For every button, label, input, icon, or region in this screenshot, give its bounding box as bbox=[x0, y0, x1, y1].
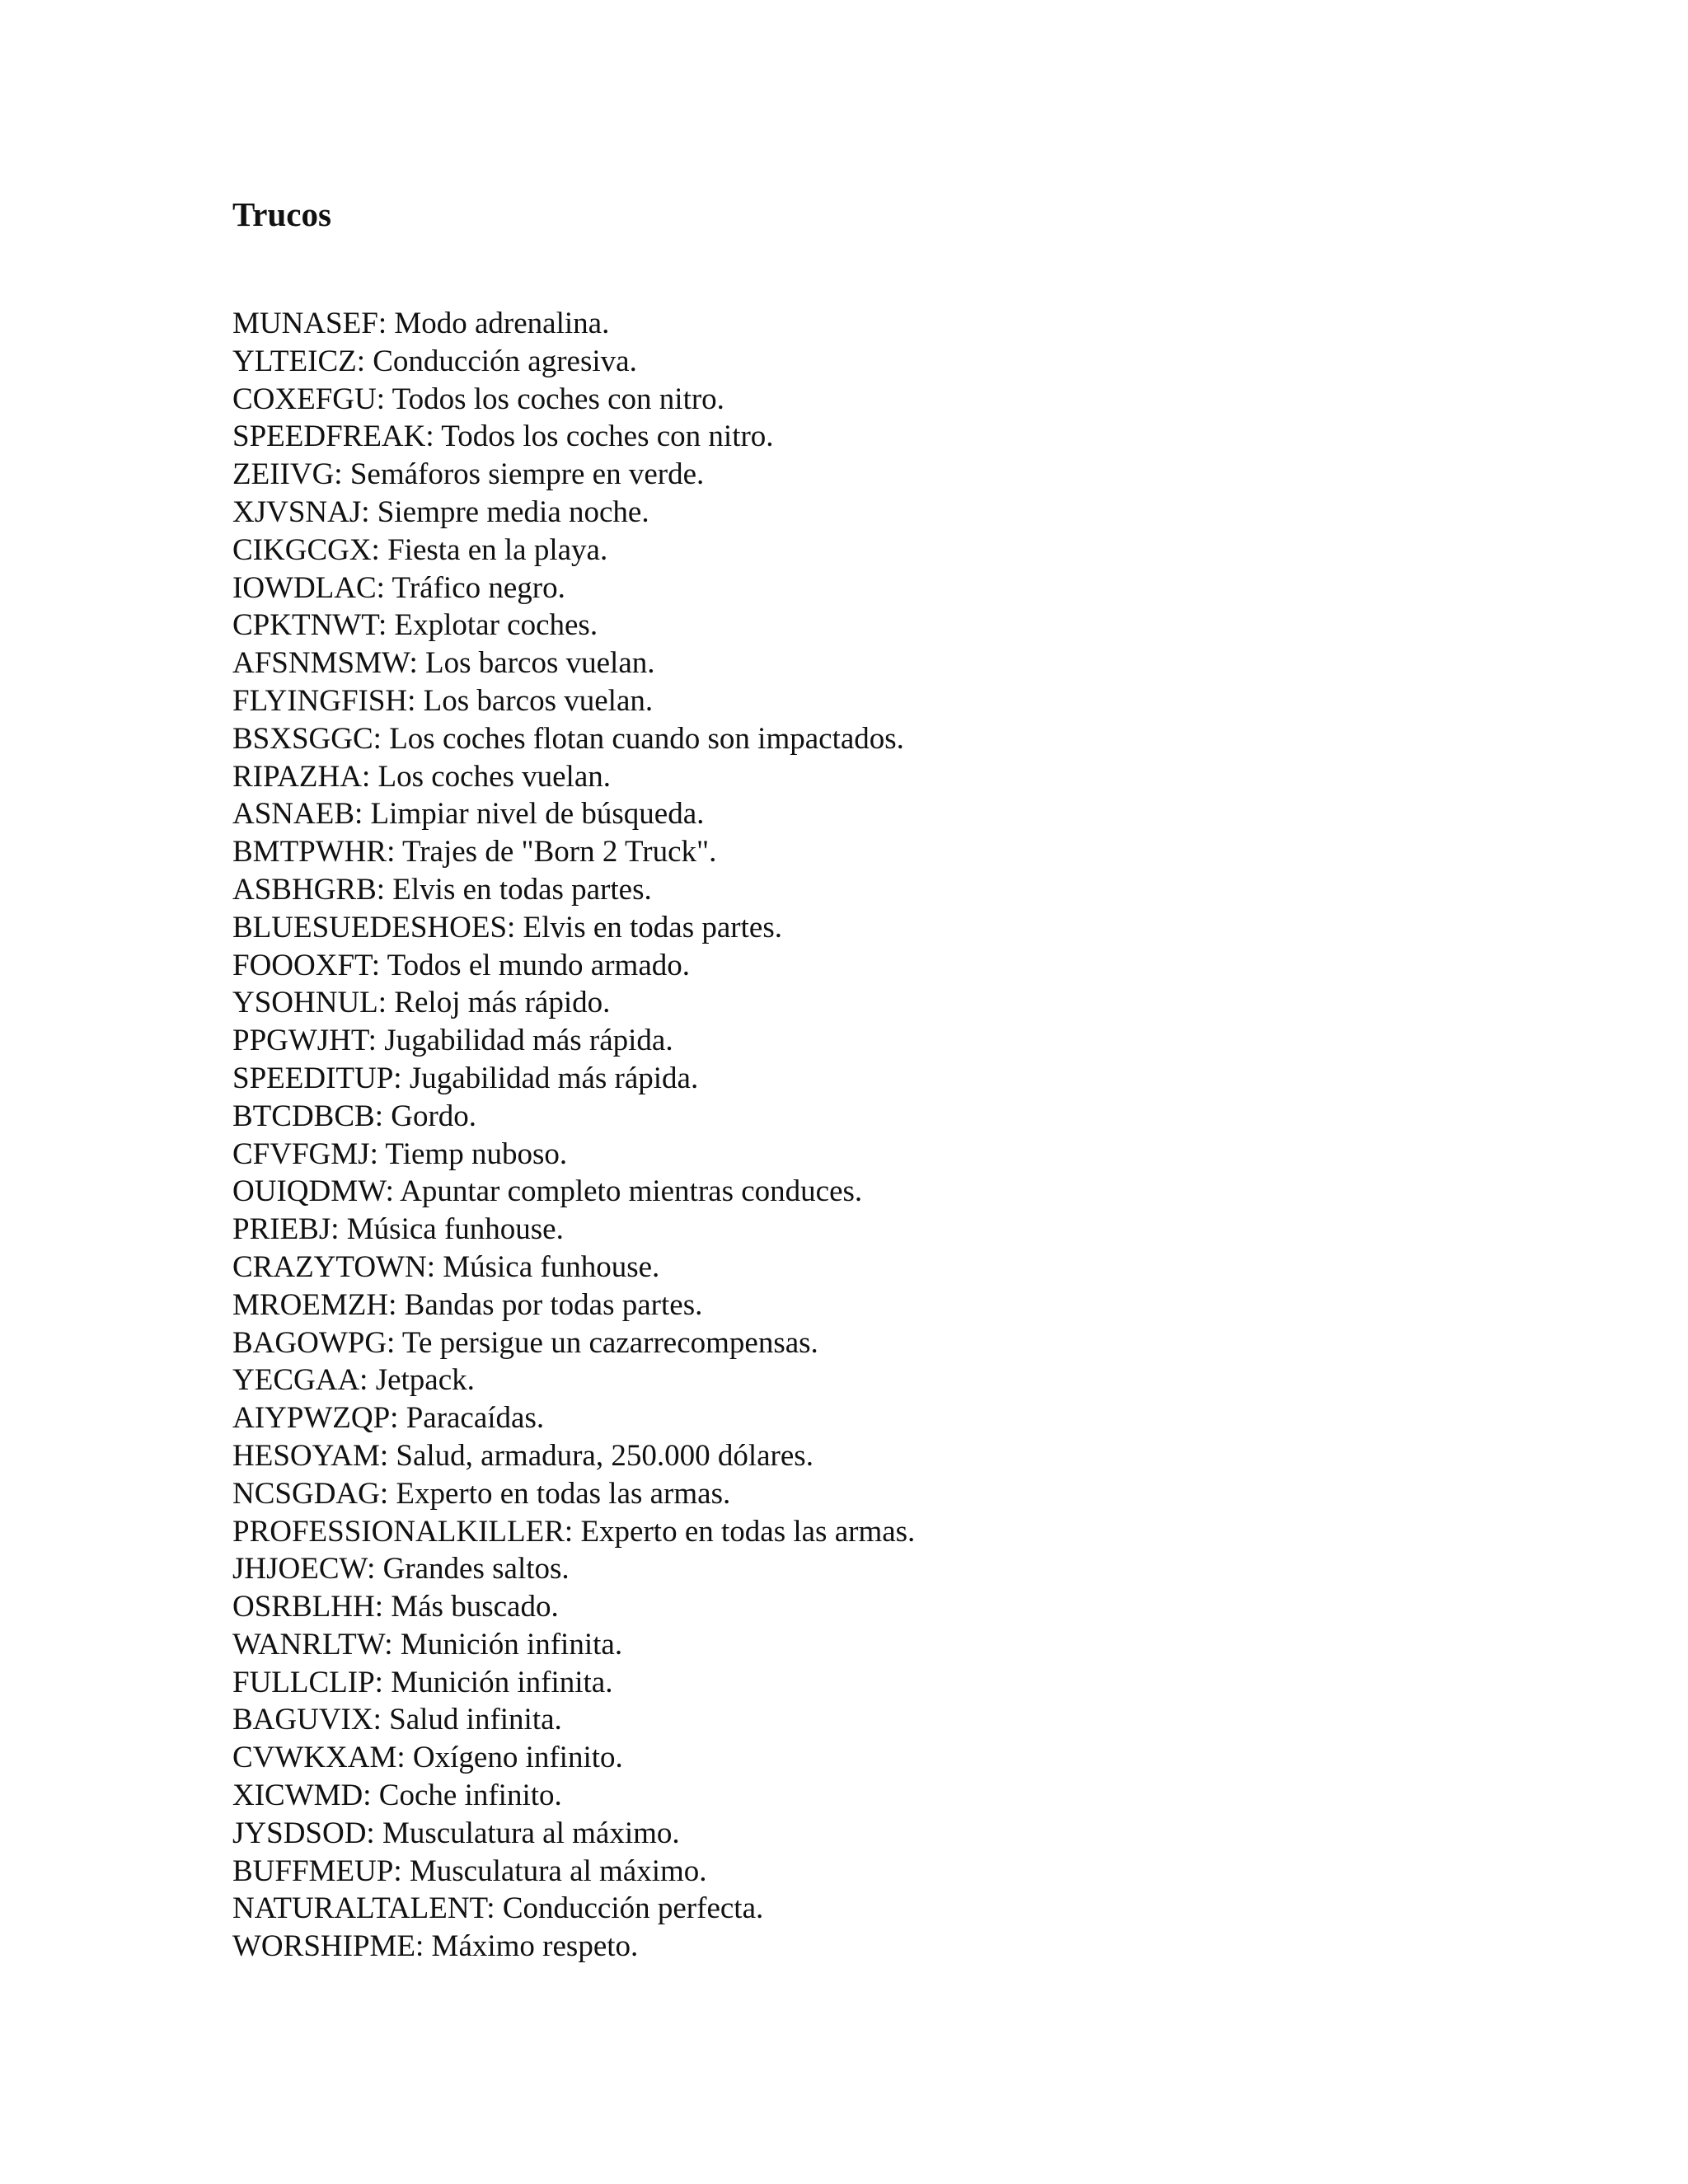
list-item: BUFFMEUP: Musculatura al máximo. bbox=[232, 1854, 707, 1888]
list-item: PPGWJHT: Jugabilidad más rápida. bbox=[232, 1024, 673, 1058]
list-item: CPKTNWT: Explotar coches. bbox=[232, 608, 598, 643]
list-item: XICWMD: Coche infinito. bbox=[232, 1779, 562, 1813]
list-item: ASNAEB: Limpiar nivel de búsqueda. bbox=[232, 797, 705, 832]
document-page bbox=[232, 191, 1551, 1966]
list-item: YSOHNUL: Reloj más rápido. bbox=[232, 986, 611, 1020]
list-item: FULLCLIP: Munición infinita. bbox=[232, 1665, 613, 1699]
list-item: FOOOXFT: Todos el mundo armado. bbox=[232, 948, 690, 982]
list-item: OUIQDMW: Apuntar completo mientras conduces. bbox=[232, 1174, 863, 1209]
list-item: CVWKXAM: Oxígeno infinito. bbox=[232, 1741, 623, 1775]
list-item: SPEEDFREAK: Todos los coches con nitro. bbox=[232, 419, 774, 454]
list-item: BLUESUEDESHOES: Elvis en todas partes. bbox=[232, 910, 782, 944]
list-item: WORSHIPME: Máximo respeto. bbox=[232, 1929, 639, 1964]
list-item: HESOYAM: Salud, armadura, 250.000 dólares. bbox=[232, 1438, 814, 1473]
list-item: BTCDBCB: Gordo. bbox=[232, 1099, 477, 1133]
list-item: ASBHGRB: Elvis en todas partes. bbox=[232, 872, 652, 907]
list-item: NCSGDAG: Experto en todas las armas. bbox=[232, 1476, 731, 1511]
list-item: SPEEDITUP: Jugabilidad más rápida. bbox=[232, 1061, 699, 1095]
list-item: AFSNMSMW: Los barcos vuelan. bbox=[232, 646, 655, 681]
list-item: FLYINGFISH: Los barcos vuelan. bbox=[232, 683, 654, 718]
list-item: JYSDSOD: Musculatura al máximo. bbox=[232, 1816, 680, 1850]
list-item: CRAZYTOWN: Música funhouse. bbox=[232, 1249, 660, 1284]
list-item: MUNASEF: Modo adrenalina. bbox=[232, 307, 610, 340]
list-item: PROFESSIONALKILLER: Experto en todas las armas. bbox=[232, 1514, 916, 1549]
cheat-list bbox=[232, 305, 1551, 1966]
list-item: IOWDLAC: Tráfico negro. bbox=[232, 570, 565, 605]
list-item: BAGOWPG: Te persigue un cazarrecompensas. bbox=[232, 1325, 818, 1360]
list-item: COXEFGU: Todos los coches con nitro. bbox=[232, 382, 724, 416]
list-item: RIPAZHA: Los coches vuelan. bbox=[232, 759, 612, 794]
list-item: AIYPWZQP: Paracaídas. bbox=[232, 1401, 545, 1436]
list-item: WANRLTW: Munición infinita. bbox=[232, 1627, 623, 1661]
list-item: XJVSNAJ: Siempre media noche. bbox=[232, 494, 649, 529]
list-item: BMTPWHR: Trajes de "Born 2 Truck". bbox=[232, 835, 717, 869]
list-item: BAGUVIX: Salud infinita. bbox=[232, 1703, 562, 1737]
list-item: JHJOECW: Grandes saltos. bbox=[232, 1552, 570, 1586]
page-title: Trucos bbox=[232, 195, 331, 233]
list-item: ZEIIVG: Semáforos siempre en verde. bbox=[232, 457, 705, 492]
list-item: BSXSGGC: Los coches flotan cuando son impactados. bbox=[232, 721, 904, 756]
list-item: PRIEBJ: Música funhouse. bbox=[232, 1212, 564, 1247]
list-item: NATURALTALENT: Conducción perfecta. bbox=[232, 1891, 764, 1926]
list-item: OSRBLHH: Más buscado. bbox=[232, 1590, 559, 1624]
list-item: CIKGCGX: Fiesta en la playa. bbox=[232, 532, 608, 567]
list-item: YECGAA: Jetpack. bbox=[232, 1363, 475, 1398]
list-item: CFVFGMJ: Tiemp nuboso. bbox=[232, 1137, 568, 1171]
list-item: MROEMZH: Bandas por todas partes. bbox=[232, 1287, 703, 1322]
list-item: YLTEICZ: Conducción agresiva. bbox=[232, 344, 637, 378]
